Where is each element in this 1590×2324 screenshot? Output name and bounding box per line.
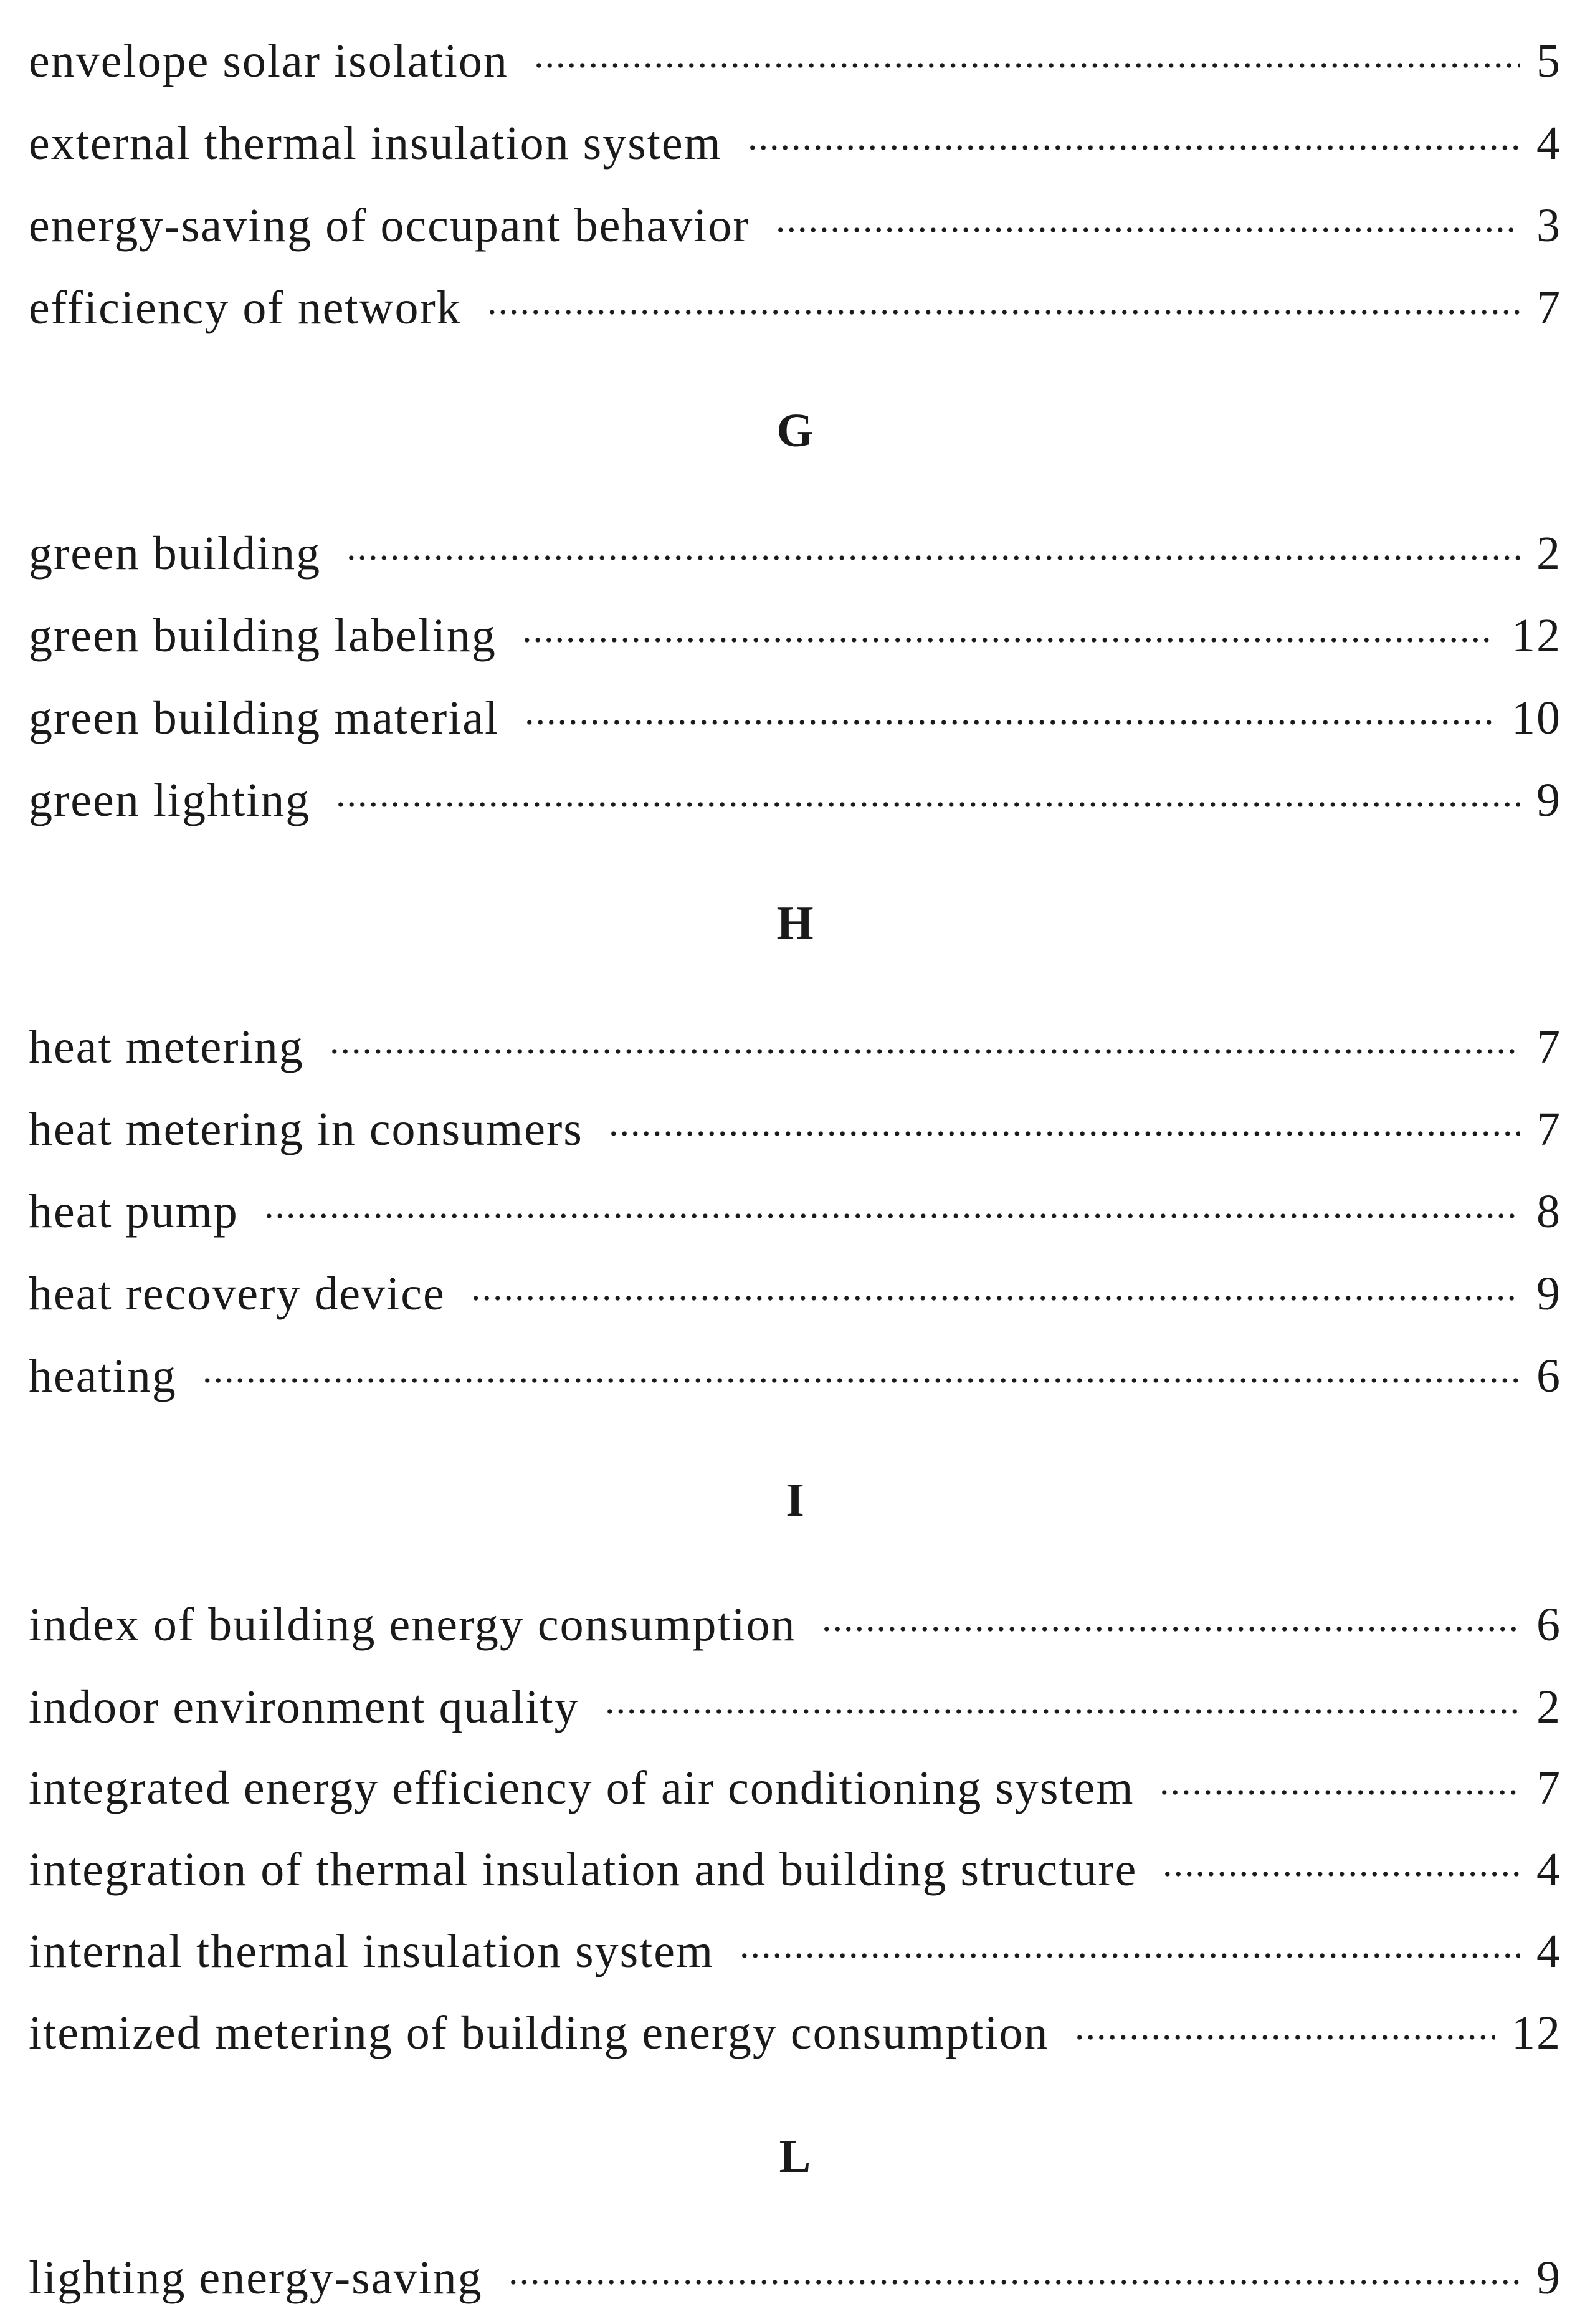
dot-leader <box>739 1953 1520 1958</box>
index-entry <box>29 1342 1561 1410</box>
page-number: 12 <box>1511 2006 1561 2059</box>
index-term: integrated energy efficiency of air conditioning system <box>29 1761 1135 1814</box>
page-number: 8 <box>1536 1185 1561 1238</box>
index-term: heating <box>29 1349 177 1402</box>
dot-leader <box>1162 1872 1520 1877</box>
page-number: 7 <box>1536 1102 1561 1155</box>
index-term: internal thermal insulation system <box>29 1925 715 1977</box>
index-entry <box>29 274 1561 342</box>
index-term: heat recovery device <box>29 1267 445 1320</box>
index-entry <box>29 519 1561 588</box>
page-number: 5 <box>1536 34 1561 87</box>
dot-leader <box>202 1378 1520 1383</box>
page-number: 4 <box>1536 117 1561 170</box>
dot-leader <box>346 555 1520 560</box>
dot-leader <box>775 227 1520 232</box>
index-entry <box>29 1917 1561 1986</box>
dot-leader <box>604 1709 1520 1714</box>
dot-leader <box>487 310 1520 315</box>
dot-leader <box>533 63 1520 68</box>
page-number: 12 <box>1511 609 1561 662</box>
section-heading: H <box>776 897 814 949</box>
index-entry <box>29 191 1561 260</box>
page-number: 2 <box>1536 1680 1561 1733</box>
index-entry <box>29 766 1561 834</box>
section-heading: I <box>786 1474 804 1526</box>
dot-leader <box>524 720 1495 725</box>
index-term: lighting energy-saving <box>29 2251 483 2304</box>
page-number: 6 <box>1536 1598 1561 1651</box>
index-entry <box>29 1013 1561 1081</box>
index-term: external thermal insulation system <box>29 117 722 170</box>
dot-leader <box>335 802 1520 807</box>
index-term: green lighting <box>29 773 311 826</box>
index-term: index of building energy consumption <box>29 1598 796 1651</box>
index-term: green building <box>29 527 321 580</box>
index-entry <box>29 27 1561 95</box>
index-term: heat metering <box>29 1020 304 1073</box>
dot-leader <box>470 1296 1520 1301</box>
index-entry <box>29 1673 1561 1741</box>
page-number: 7 <box>1536 281 1561 334</box>
index-term: heat pump <box>29 1185 239 1238</box>
index-term: integration of thermal insulation and building structure <box>29 1843 1138 1896</box>
page-number: 9 <box>1536 2251 1561 2304</box>
page-number: 9 <box>1536 773 1561 826</box>
section-heading: L <box>779 2130 811 2183</box>
dot-leader <box>329 1049 1520 1054</box>
index-term: indoor environment quality <box>29 1680 579 1733</box>
index-term: energy-saving of occupant behavior <box>29 199 750 252</box>
index-term: itemized metering of building energy consumption <box>29 2006 1049 2059</box>
page-number: 3 <box>1536 199 1561 252</box>
index-entry <box>29 1835 1561 1904</box>
page-number: 7 <box>1536 1761 1561 1814</box>
index-term: green building material <box>29 691 500 744</box>
page-number: 9 <box>1536 1267 1561 1320</box>
page-number: 10 <box>1511 691 1561 744</box>
page-number: 6 <box>1536 1349 1561 1402</box>
page-number: 4 <box>1536 1925 1561 1977</box>
index-term: envelope solar isolation <box>29 34 508 87</box>
index-entry <box>29 1590 1561 1659</box>
page-number: 7 <box>1536 1020 1561 1073</box>
dot-leader <box>508 2280 1520 2285</box>
index-entry <box>29 1177 1561 1246</box>
dot-leader <box>1159 1790 1520 1795</box>
index-term: efficiency of network <box>29 281 462 334</box>
index-term: heat metering in consumers <box>29 1102 583 1155</box>
index-entry <box>29 601 1561 670</box>
dot-leader <box>264 1213 1520 1218</box>
index-entry <box>29 2244 1561 2312</box>
dot-leader <box>821 1627 1520 1632</box>
index-entry <box>29 1095 1561 1164</box>
dot-leader <box>747 145 1520 150</box>
page-number: 2 <box>1536 527 1561 580</box>
index-entry <box>29 1260 1561 1328</box>
section-heading: G <box>776 404 814 457</box>
dot-leader <box>1074 2035 1496 2040</box>
index-term: green building labeling <box>29 609 497 662</box>
index-entry <box>29 1999 1561 2067</box>
dot-leader <box>608 1131 1520 1136</box>
index-entry <box>29 684 1561 752</box>
page-number: 4 <box>1536 1843 1561 1896</box>
index-entry <box>29 1754 1561 1822</box>
dot-leader <box>521 638 1495 643</box>
index-entry <box>29 109 1561 178</box>
